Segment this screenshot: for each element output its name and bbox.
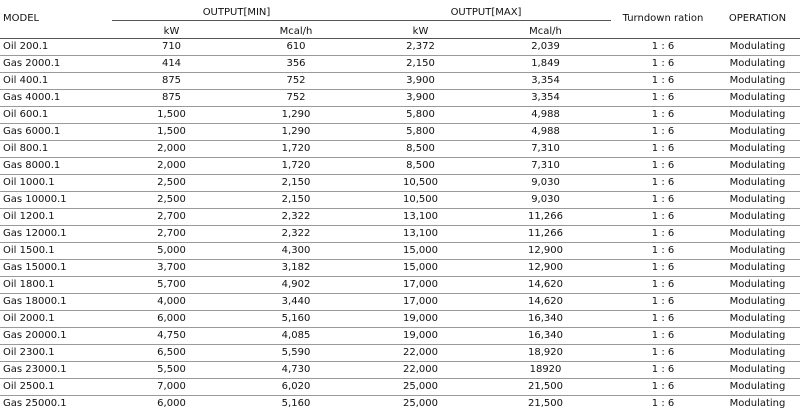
cell-turndown: 1 : 6 — [611, 294, 715, 311]
cell-max-mcal: 1,849 — [480, 56, 611, 73]
cell-min-kw: 2,500 — [112, 175, 231, 192]
header-turndown: Turndown ration — [611, 0, 715, 39]
cell-operation: Modulating — [715, 311, 800, 328]
cell-max-kw: 2,150 — [361, 56, 480, 73]
cell-turndown: 1 : 6 — [611, 209, 715, 226]
table-row — [0, 56, 800, 73]
table-row — [0, 294, 800, 311]
cell-operation: Modulating — [715, 56, 800, 73]
cell-turndown: 1 : 6 — [611, 56, 715, 73]
cell-turndown: 1 : 6 — [611, 311, 715, 328]
cell-operation: Modulating — [715, 39, 800, 56]
cell-turndown: 1 : 6 — [611, 192, 715, 209]
cell-turndown: 1 : 6 — [611, 175, 715, 192]
cell-model: Gas 15000.1 — [0, 260, 112, 277]
cell-turndown: 1 : 6 — [611, 243, 715, 260]
cell-model: Gas 25000.1 — [3, 398, 67, 409]
header-operation: OPERATION — [715, 0, 800, 39]
cell-min-kw: 710 — [112, 39, 231, 56]
cell-model: Oil 200.1 — [0, 39, 112, 56]
cell-max-mcal: 3,354 — [480, 73, 611, 90]
cell-min-kw: 2,700 — [112, 209, 231, 226]
cell-turndown: 1 : 6 — [611, 158, 715, 175]
cell-min-kw: 6,000 — [157, 398, 186, 409]
cell-turndown: 1 : 6 — [611, 39, 715, 56]
cell-max-mcal: 12,900 — [480, 260, 611, 277]
cell-max-kw: 13,100 — [361, 209, 480, 226]
cell-max-kw: 8,500 — [361, 141, 480, 158]
cell-operation: Modulating — [715, 124, 800, 141]
cell-max-mcal: 18920 — [480, 362, 611, 379]
table-row — [0, 243, 800, 260]
cell-model: Gas 12000.1 — [0, 226, 112, 243]
cell-turndown: 1 : 6 — [651, 398, 675, 409]
cell-turndown: 1 : 6 — [611, 73, 715, 90]
cell-operation: Modulating — [715, 158, 800, 175]
cell-max-mcal: 7,310 — [480, 141, 611, 158]
cell-max-kw: 22,000 — [361, 345, 480, 362]
cell-min-mcal: 1,290 — [231, 124, 361, 141]
table-row — [0, 107, 800, 124]
header-min-mcal: Mcal/h — [231, 21, 361, 39]
table-row — [0, 277, 800, 294]
table-row — [0, 396, 800, 413]
cell-min-mcal: 2,150 — [231, 175, 361, 192]
cell-operation: Modulating — [715, 379, 800, 396]
cell-model: Oil 1500.1 — [0, 243, 112, 260]
cell-turndown: 1 : 6 — [611, 345, 715, 362]
cell-model: Gas 18000.1 — [0, 294, 112, 311]
cell-min-mcal: 1,720 — [231, 158, 361, 175]
cell-model: Gas 6000.1 — [0, 124, 112, 141]
cell-max-kw: 8,500 — [361, 158, 480, 175]
cell-model: Oil 400.1 — [0, 73, 112, 90]
table-row — [0, 158, 800, 175]
cell-turndown: 1 : 6 — [611, 379, 715, 396]
table-row — [0, 124, 800, 141]
table-row — [0, 345, 800, 362]
cell-min-kw: 875 — [112, 73, 231, 90]
cell-operation: Modulating — [715, 260, 800, 277]
cell-model: Oil 800.1 — [0, 141, 112, 158]
cell-operation: Modulating — [715, 107, 800, 124]
cell-min-kw: 2,700 — [112, 226, 231, 243]
cell-max-mcal: 3,354 — [480, 90, 611, 107]
cell-model: Oil 2300.1 — [0, 345, 112, 362]
cell-max-mcal: 16,340 — [480, 311, 611, 328]
cell-max-mcal: 11,266 — [480, 209, 611, 226]
cell-turndown: 1 : 6 — [611, 141, 715, 158]
cell-min-kw: 5,000 — [112, 243, 231, 260]
cell-model: Oil 1200.1 — [0, 209, 112, 226]
cell-max-kw: 5,800 — [361, 124, 480, 141]
cell-model: Oil 600.1 — [0, 107, 112, 124]
cell-max-mcal: 11,266 — [480, 226, 611, 243]
cell-max-mcal: 16,340 — [480, 328, 611, 345]
header-row-top — [0, 0, 800, 21]
cell-max-mcal: 7,310 — [480, 158, 611, 175]
cell-model: Gas 20000.1 — [0, 328, 112, 345]
cell-max-kw: 17,000 — [361, 294, 480, 311]
cell-operation: Modulating — [715, 243, 800, 260]
cell-model: Gas 23000.1 — [0, 362, 112, 379]
cell-min-kw: 1,500 — [112, 107, 231, 124]
cell-model: Gas 10000.1 — [0, 192, 112, 209]
cell-min-mcal: 4,902 — [231, 277, 361, 294]
cell-min-kw: 2,500 — [112, 192, 231, 209]
cell-max-kw: 3,900 — [361, 73, 480, 90]
cell-max-mcal: 21,500 — [528, 398, 563, 409]
cell-max-kw: 13,100 — [361, 226, 480, 243]
table-body — [0, 39, 800, 413]
cell-max-mcal: 9,030 — [480, 175, 611, 192]
table-row — [0, 73, 800, 90]
header-max-kw: kW — [361, 21, 480, 39]
cell-min-mcal: 3,182 — [231, 260, 361, 277]
table-row — [0, 209, 800, 226]
cell-turndown: 1 : 6 — [611, 90, 715, 107]
header-min-kw: kW — [112, 21, 231, 39]
cell-max-mcal: 21,500 — [480, 379, 611, 396]
cell-operation: Modulating — [715, 362, 800, 379]
cell-operation: Modulating — [715, 345, 800, 362]
header-output-min: OUTPUT[MIN] — [112, 0, 361, 21]
cell-operation: Modulating — [715, 277, 800, 294]
cell-min-kw: 2,000 — [112, 158, 231, 175]
cell-min-kw: 4,000 — [112, 294, 231, 311]
cell-min-mcal: 3,440 — [231, 294, 361, 311]
cell-min-kw: 3,700 — [112, 260, 231, 277]
cell-max-mcal: 2,039 — [480, 39, 611, 56]
cell-min-mcal: 4,730 — [231, 362, 361, 379]
cell-max-mcal: 4,988 — [480, 124, 611, 141]
cell-operation: Modulating — [715, 294, 800, 311]
cell-operation: Modulating — [715, 226, 800, 243]
cell-max-kw: 5,800 — [361, 107, 480, 124]
cell-model: Oil 2000.1 — [0, 311, 112, 328]
cell-min-mcal: 610 — [231, 39, 361, 56]
cell-turndown: 1 : 6 — [611, 260, 715, 277]
cell-min-mcal: 752 — [231, 73, 361, 90]
cell-max-mcal: 9,030 — [480, 192, 611, 209]
cell-min-kw: 5,500 — [112, 362, 231, 379]
cell-max-mcal: 14,620 — [480, 277, 611, 294]
cell-min-kw: 875 — [112, 90, 231, 107]
cell-max-mcal: 14,620 — [480, 294, 611, 311]
cell-min-mcal: 356 — [231, 56, 361, 73]
table-row — [0, 260, 800, 277]
cell-max-kw: 22,000 — [361, 362, 480, 379]
cell-min-mcal: 2,150 — [231, 192, 361, 209]
cell-max-mcal: 12,900 — [480, 243, 611, 260]
cell-max-kw: 19,000 — [361, 311, 480, 328]
table-header — [0, 0, 800, 39]
cell-max-kw: 3,900 — [361, 90, 480, 107]
cell-min-mcal: 752 — [231, 90, 361, 107]
cell-max-kw: 10,500 — [361, 175, 480, 192]
cell-operation: Modulating — [715, 209, 800, 226]
cell-min-kw: 414 — [112, 56, 231, 73]
table-row — [0, 175, 800, 192]
cell-min-kw: 5,700 — [112, 277, 231, 294]
table-row — [0, 328, 800, 345]
cell-operation: Modulating — [729, 398, 786, 409]
cell-operation: Modulating — [715, 73, 800, 90]
cell-max-kw: 19,000 — [361, 328, 480, 345]
table-row — [0, 226, 800, 243]
cell-min-kw: 1,500 — [112, 124, 231, 141]
cell-turndown: 1 : 6 — [611, 226, 715, 243]
cell-operation: Modulating — [715, 328, 800, 345]
cell-turndown: 1 : 6 — [611, 277, 715, 294]
cell-model: Gas 2000.1 — [0, 56, 112, 73]
cell-min-kw: 6,000 — [112, 311, 231, 328]
cell-max-kw: 15,000 — [361, 243, 480, 260]
table-row — [0, 192, 800, 209]
cell-min-mcal: 5,160 — [231, 311, 361, 328]
cell-min-mcal: 5,590 — [231, 345, 361, 362]
table-row — [0, 90, 800, 107]
cell-model: Oil 1800.1 — [0, 277, 112, 294]
cell-model: Gas 8000.1 — [0, 158, 112, 175]
cell-operation: Modulating — [715, 141, 800, 158]
header-model: MODEL — [0, 0, 112, 39]
cell-min-kw: 2,000 — [112, 141, 231, 158]
cell-operation: Modulating — [715, 90, 800, 107]
cell-max-kw: 10,500 — [361, 192, 480, 209]
cell-max-mcal: 18,920 — [480, 345, 611, 362]
cell-max-kw: 25,000 — [403, 398, 438, 409]
cell-max-mcal: 4,988 — [480, 107, 611, 124]
table-row — [0, 379, 800, 396]
cell-operation: Modulating — [715, 175, 800, 192]
table-row — [0, 311, 800, 328]
table-row — [0, 362, 800, 379]
header-max-mcal: Mcal/h — [480, 21, 611, 39]
cell-model: Oil 2500.1 — [0, 379, 112, 396]
table-row — [0, 39, 800, 56]
cell-min-mcal: 4,085 — [231, 328, 361, 345]
cell-max-kw: 25,000 — [361, 379, 480, 396]
cell-model: Oil 1000.1 — [0, 175, 112, 192]
cell-max-kw: 15,000 — [361, 260, 480, 277]
header-output-max: OUTPUT[MAX] — [361, 0, 611, 21]
cell-turndown: 1 : 6 — [611, 124, 715, 141]
cell-turndown: 1 : 6 — [611, 107, 715, 124]
table-row — [0, 141, 800, 158]
cell-min-mcal: 2,322 — [231, 226, 361, 243]
cell-turndown: 1 : 6 — [611, 328, 715, 345]
cell-turndown: 1 : 6 — [611, 362, 715, 379]
cell-min-mcal: 6,020 — [231, 379, 361, 396]
cell-model: Gas 4000.1 — [0, 90, 112, 107]
cell-max-kw: 2,372 — [361, 39, 480, 56]
cell-min-mcal: 1,290 — [231, 107, 361, 124]
cell-min-mcal: 5,160 — [281, 398, 311, 409]
cell-min-mcal: 2,322 — [231, 209, 361, 226]
cell-operation: Modulating — [715, 192, 800, 209]
cell-min-mcal: 1,720 — [231, 141, 361, 158]
cell-max-kw: 17,000 — [361, 277, 480, 294]
cell-min-kw: 4,750 — [112, 328, 231, 345]
cell-min-mcal: 4,300 — [231, 243, 361, 260]
cell-min-kw: 6,500 — [112, 345, 231, 362]
cell-min-kw: 7,000 — [112, 379, 231, 396]
